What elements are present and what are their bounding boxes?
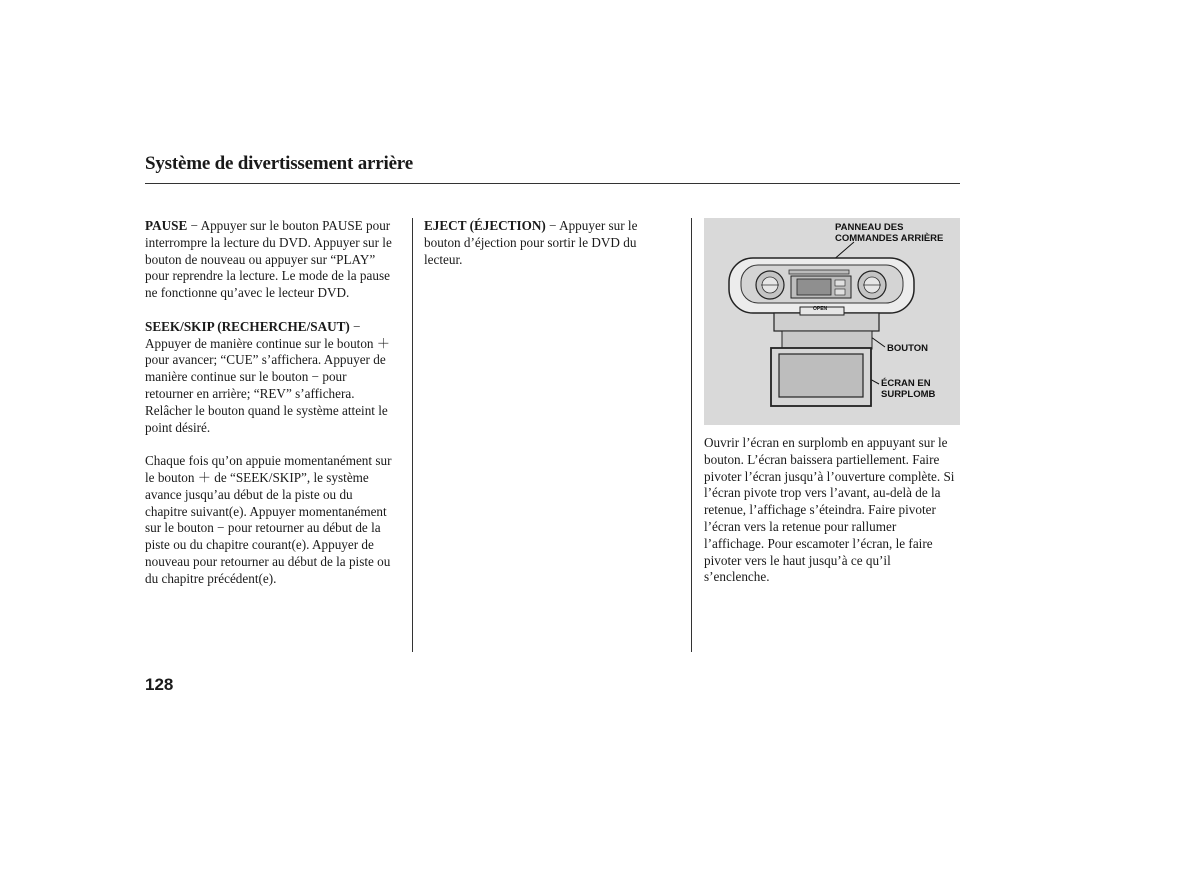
- eject-paragraph: [424, 218, 660, 268]
- title-divider: [145, 183, 960, 184]
- column-divider-2: [691, 218, 692, 652]
- seek-paragraph: [145, 319, 397, 437]
- seek-term: SEEK/SKIP (RECHERCHE/SAUT): [145, 318, 350, 334]
- seek-text: − Appuyer de manière continue sur le bouton ＋ pour avancer; “CUE” s’affichera. Appuyer de manière continue sur le bouton − pour retourner en arrière; “REV” s’affichera. Relâcher le bouton quand le système atteint le point désiré.: [145, 318, 390, 435]
- pause-paragraph: [145, 218, 397, 302]
- pause-text: − Appuyer sur le bouton PAUSE pour interrompre la lecture du DVD. Appuyer sur le bouton de nouveau ou appuyer sur “PLAY” pour reprendre la lecture. Le mode de la pause ne fonctionne qu’avec le lecteur DVD.: [145, 218, 392, 301]
- eject-text: − Appuyer sur le bouton d’éjection pour sortir le DVD du lecteur.: [424, 218, 638, 267]
- column-divider-1: [412, 218, 413, 652]
- open-button-text: OPEN: [813, 306, 828, 312]
- label-rear-control-panel: PANNEAU DES COMMANDES ARRIÈRE: [835, 222, 944, 244]
- pause-term: PAUSE: [145, 218, 188, 233]
- column-1: [145, 218, 397, 604]
- column-3: [704, 435, 958, 603]
- momentary-paragraph: Chaque fois qu’on appuie momentanément sur le bouton ＋ de “SEEK/SKIP”, le système avance jusqu’au début de la piste ou du chapitre suivant(e). Appuyer momentanément sur le bouton − pour retourner au début de la piste ou du chapitre courant(e). Appuyer de nouveau pour retourner au début de la piste ou du chapitre précédent(e).: [145, 453, 392, 586]
- label-button: BOUTON: [887, 343, 928, 354]
- column-2: [424, 218, 660, 285]
- eject-term: EJECT (ÉJECTION): [424, 218, 546, 233]
- screen-instructions: Ouvrir l’écran en surplomb en appuyant sur le bouton. L’écran baissera partiellement. Faire pivoter l’écran jusqu’à l’ouverture complète. Si l’écran pivote trop vers l’avant, au-delà de la retenue, l’affichage s’éteindra. Faire pivoter l’écran vers la retenue pour rallumer l’affichage. Pour escamoter l’écran, le faire pivoter vers le haut jusqu’à ce qu’il s’enclenche.: [704, 435, 955, 585]
- overhead-screen-illustration: [704, 218, 960, 425]
- label-overhead-screen: ÉCRAN EN SURPLOMB: [881, 378, 936, 400]
- page-number: 128: [145, 675, 174, 694]
- page-title: Système de divertissement arrière: [145, 153, 413, 174]
